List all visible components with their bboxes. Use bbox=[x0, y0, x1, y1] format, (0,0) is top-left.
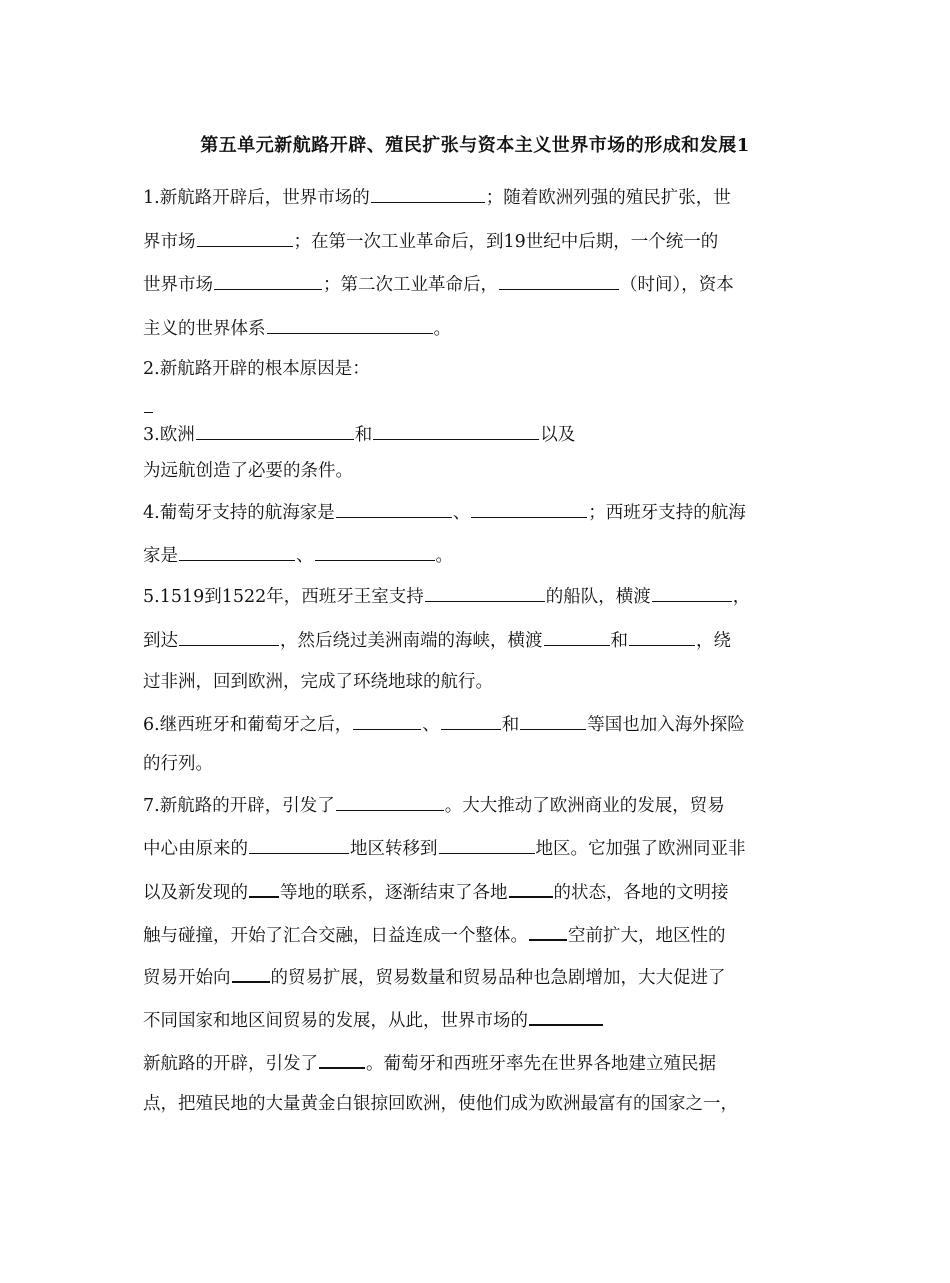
q7-text: 新航路的开辟，引发了 bbox=[143, 1054, 318, 1074]
q7-line-1 bbox=[143, 792, 725, 819]
answer-blank[interactable] bbox=[439, 835, 535, 854]
answer-blank[interactable] bbox=[520, 711, 586, 730]
q7-line-2 bbox=[143, 835, 746, 862]
q3-line-2 bbox=[143, 458, 353, 484]
q7-text: 地区转移到 bbox=[350, 839, 438, 859]
answer-blank[interactable] bbox=[196, 421, 354, 440]
q5-text: ， bbox=[732, 587, 751, 607]
answer-blank[interactable] bbox=[509, 878, 553, 898]
q6-text: 、 bbox=[422, 715, 440, 735]
answer-blank[interactable] bbox=[267, 315, 433, 334]
q7-text: 不同国家和地区间贸易的发展，从此，世界市场的 bbox=[143, 1011, 528, 1031]
q3-text: 为远航创造了必要的条件。 bbox=[143, 461, 353, 481]
q5-text: 5.1519到1522年，西班牙王室支持 bbox=[143, 587, 424, 607]
answer-blank[interactable] bbox=[336, 499, 452, 518]
q3-text: 3.欧洲 bbox=[143, 425, 195, 445]
answer-blank[interactable] bbox=[529, 1006, 603, 1026]
q7-text: 中心由原来的 bbox=[143, 839, 248, 859]
q4-text: 、 bbox=[452, 503, 471, 523]
q7-text: 的贸易扩展，贸易数量和贸易品种也急剧增加，大大促进了 bbox=[270, 968, 726, 988]
q5-text: 过非洲，回到欧洲，完成了环绕地球的航行。 bbox=[143, 672, 493, 692]
answer-blank[interactable] bbox=[249, 835, 349, 854]
q6-text: 6.继西班牙和葡萄牙之后， bbox=[143, 715, 353, 735]
answer-blank[interactable] bbox=[336, 792, 444, 811]
q7-line-6 bbox=[143, 1006, 604, 1034]
answer-blank[interactable] bbox=[353, 711, 421, 730]
answer-blank[interactable] bbox=[197, 228, 293, 247]
q5-text: 的船队，横渡 bbox=[545, 587, 651, 607]
q1-text: 。 bbox=[433, 319, 451, 339]
q5-line-2 bbox=[143, 627, 731, 654]
q7-text: 。大大推动了欧洲商业的发展，贸易 bbox=[444, 796, 725, 816]
answer-blank[interactable] bbox=[529, 921, 567, 941]
q5-text: 到达 bbox=[143, 631, 178, 651]
q7-line-4 bbox=[143, 921, 726, 949]
answer-blank[interactable] bbox=[373, 421, 539, 440]
q1-line-2 bbox=[143, 228, 718, 255]
q7-line-3 bbox=[143, 878, 729, 906]
q7-text: 7.新航路的开辟，引发了 bbox=[143, 796, 335, 816]
page-title: 第五单元新航路开辟、殖民扩张与资本主义世界市场的形成和发展1 bbox=[200, 135, 750, 156]
answer-blank[interactable] bbox=[629, 627, 695, 646]
answer-blank[interactable] bbox=[441, 711, 501, 730]
q6-line-2 bbox=[143, 751, 213, 777]
answer-blank[interactable] bbox=[652, 583, 732, 602]
q1-text: （时间），资本 bbox=[620, 275, 734, 295]
q7-text: 以及新发现的 bbox=[143, 883, 248, 903]
q4-text: 家是 bbox=[143, 546, 178, 566]
answer-blank[interactable] bbox=[544, 627, 610, 646]
answer-blank[interactable] bbox=[144, 394, 153, 413]
q2-text: 2.新航路开辟的根本原因是： bbox=[143, 359, 370, 379]
q1-line-1 bbox=[143, 184, 731, 211]
q7-text: 地区。它加强了欧洲同亚非 bbox=[535, 839, 746, 859]
q1-text: 主义的世界体系 bbox=[143, 319, 266, 339]
answer-blank[interactable] bbox=[499, 271, 619, 290]
q3-text: 以及 bbox=[540, 425, 576, 445]
answer-blank[interactable] bbox=[319, 1049, 365, 1069]
q7-line-8 bbox=[143, 1091, 738, 1117]
q1-text: 世界市场 bbox=[143, 275, 213, 295]
answer-blank[interactable] bbox=[249, 878, 279, 898]
q5-line-3 bbox=[143, 669, 493, 695]
q1-text: 1.新航路开辟后，世界市场的 bbox=[143, 188, 370, 208]
q6-line-1 bbox=[143, 711, 745, 738]
answer-blank[interactable] bbox=[179, 542, 295, 561]
q3-line-1 bbox=[143, 421, 575, 448]
q4-line-1 bbox=[143, 499, 746, 526]
answer-blank[interactable] bbox=[471, 499, 587, 518]
q7-text: 空前扩大，地区性的 bbox=[568, 926, 726, 946]
answer-blank[interactable] bbox=[214, 271, 322, 290]
q1-text: ；随着欧洲列强的殖民扩张，世 bbox=[485, 188, 731, 208]
q5-text: ，绕 bbox=[696, 631, 731, 651]
q5-line-1 bbox=[143, 583, 750, 610]
q4-text: 、 bbox=[296, 546, 314, 566]
q4-text: 4.葡萄牙支持的航海家是 bbox=[143, 503, 335, 523]
answer-blank[interactable] bbox=[425, 583, 545, 602]
q1-line-4 bbox=[143, 315, 451, 342]
answer-blank[interactable] bbox=[232, 963, 270, 983]
q7-text: 等地的联系，逐渐结束了各地 bbox=[280, 883, 508, 903]
q3-text: 和 bbox=[354, 425, 373, 445]
q7-text: 贸易开始向 bbox=[143, 968, 231, 988]
q5-text: 和 bbox=[610, 631, 628, 651]
answer-blank[interactable] bbox=[371, 184, 485, 203]
q2-line-1 bbox=[143, 356, 370, 382]
answer-blank[interactable] bbox=[315, 542, 435, 561]
q1-line-3 bbox=[143, 271, 734, 298]
answer-blank[interactable] bbox=[179, 627, 279, 646]
q5-text: ，然后绕过美洲南端的海峡，横渡 bbox=[280, 631, 543, 651]
q2-answer-line bbox=[143, 394, 154, 421]
q7-text: 触与碰撞，开始了汇合交融，日益连成一个整体。 bbox=[143, 926, 528, 946]
q1-text: ；在第一次工业革命后，到19世纪中后期，一个统一的 bbox=[293, 232, 719, 252]
q4-line-2 bbox=[143, 542, 453, 569]
q4-text: ；西班牙支持的航海 bbox=[588, 503, 746, 523]
q6-text: 和 bbox=[501, 715, 520, 735]
q7-text: 点，把殖民地的大量黄金白银掠回欧洲，使他们成为欧洲最富有的国家之一， bbox=[143, 1094, 738, 1114]
q7-line-5 bbox=[143, 963, 726, 991]
q6-text: 的行列。 bbox=[143, 754, 213, 774]
q7-line-7 bbox=[143, 1049, 716, 1077]
q7-text: 的状态，各地的文明接 bbox=[553, 883, 729, 903]
q1-text: ；第二次工业革命后， bbox=[323, 275, 498, 295]
q6-text: 等国也加入海外探险 bbox=[587, 715, 745, 735]
q7-text: 。葡萄牙和西班牙率先在世界各地建立殖民据 bbox=[366, 1054, 716, 1074]
q1-text: 界市场 bbox=[143, 232, 196, 252]
q4-text: 。 bbox=[435, 546, 453, 566]
